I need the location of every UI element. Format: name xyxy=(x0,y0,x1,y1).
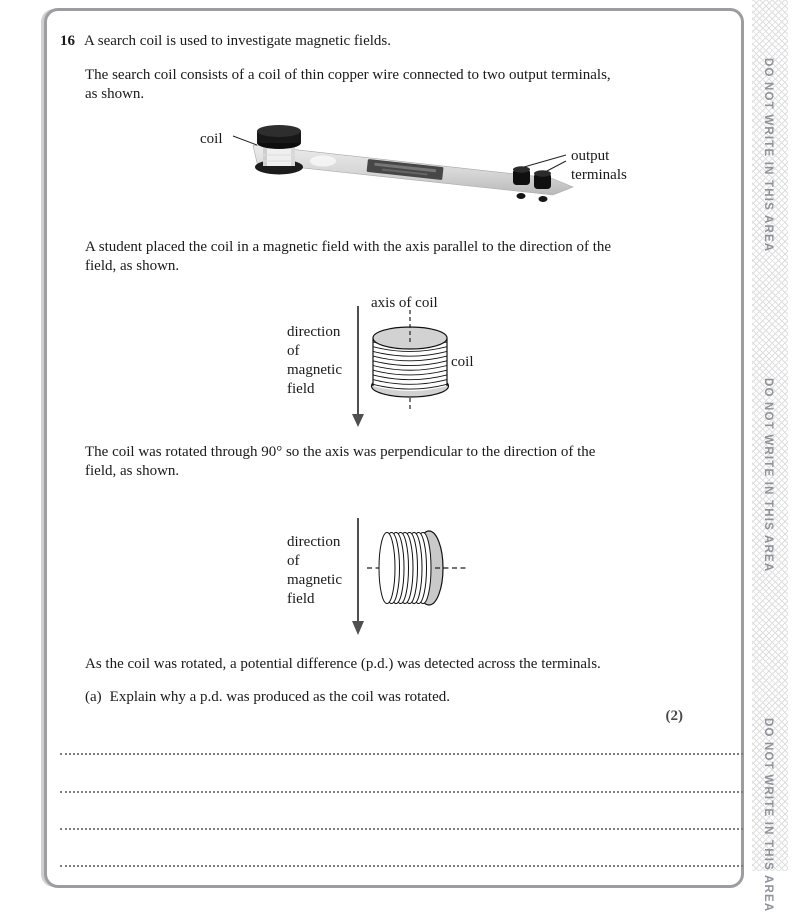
field-label-line: magnetic xyxy=(287,572,342,588)
marks-badge: (2) xyxy=(665,708,683,724)
paragraph-pd-detected xyxy=(85,655,705,674)
field-label-line: field xyxy=(287,591,315,607)
answer-line[interactable] xyxy=(60,828,743,830)
coil-cylinder-rotated xyxy=(379,531,443,605)
field-direction-label xyxy=(287,323,342,399)
paragraph-axis-parallel xyxy=(85,238,705,276)
do-not-write-text: DO NOT WRITE IN THIS AREA xyxy=(762,378,774,573)
field-label-line: of xyxy=(287,553,300,569)
terminals-leader-line xyxy=(545,161,566,172)
answer-line[interactable] xyxy=(60,753,743,755)
field-label-line: direction xyxy=(287,324,341,340)
answer-line[interactable] xyxy=(60,791,743,793)
coil-label: coil xyxy=(200,131,223,147)
question-number: 16 xyxy=(60,33,75,49)
part-a-question xyxy=(85,689,450,706)
paragraph-line: The coil was rotated through 90° so the axis was perpendicular to the direction of the xyxy=(85,444,596,460)
coil-label: coil xyxy=(451,354,474,370)
output-terminals-label: output terminals xyxy=(571,148,627,183)
rod-highlight xyxy=(310,156,336,167)
paragraph-line: as shown. xyxy=(85,86,145,102)
field-direction-label xyxy=(287,533,342,609)
field-arrowhead xyxy=(352,621,364,635)
part-a-text: Explain why a p.d. was produced as the coil was rotated. xyxy=(109,689,450,705)
field-label-line: direction xyxy=(287,534,341,550)
do-not-write-text: DO NOT WRITE IN THIS AREA xyxy=(762,718,774,912)
coil-leader-line xyxy=(233,136,257,145)
do-not-write-strip xyxy=(752,0,788,912)
terminals-leader-line xyxy=(524,155,566,167)
axis-of-coil-label: axis of coil xyxy=(371,295,438,311)
paragraph-line: field, as shown. xyxy=(85,258,180,274)
question-intro-text: A search coil is used to investigate magnetic fields. xyxy=(84,33,392,49)
field-arrowhead xyxy=(352,414,364,427)
paragraph-line: A student placed the coil in a magnetic field with the axis parallel to the direction of the xyxy=(85,239,612,255)
paragraph-line: As the coil was rotated, a potential difference (p.d.) was detected across the terminals. xyxy=(85,656,601,672)
paragraph-line: The search coil consists of a coil of thin copper wire connected to two output terminals, xyxy=(85,67,611,83)
paragraph-line: field, as shown. xyxy=(85,463,180,479)
answer-line[interactable] xyxy=(60,865,743,867)
paragraph-rotated-90 xyxy=(85,443,705,481)
field-label-line: field xyxy=(287,381,315,397)
paragraph-search-coil xyxy=(85,66,705,104)
field-label-line: magnetic xyxy=(287,362,342,378)
do-not-write-text: DO NOT WRITE IN THIS AREA xyxy=(762,58,774,253)
exam-page-frame xyxy=(44,8,744,888)
part-a-label: (a) xyxy=(85,689,102,705)
coil-cylinder xyxy=(372,327,449,397)
field-label-line: of xyxy=(287,343,300,359)
question-heading xyxy=(60,33,391,50)
